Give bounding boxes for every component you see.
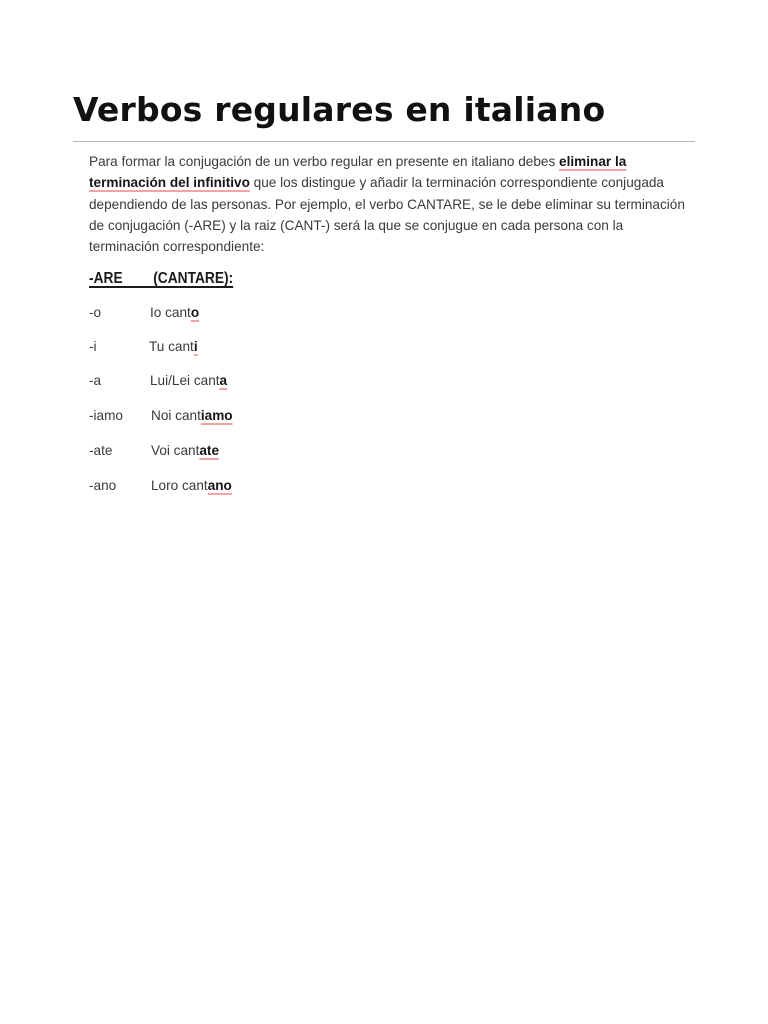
conjugation-ending: ate [199, 443, 220, 458]
conjugation-form [150, 305, 199, 320]
conjugation-suffix: -o [89, 305, 102, 320]
section-heading: -ARE (CANTARE): [89, 270, 234, 287]
conjugation-ending: ano [207, 478, 232, 493]
conjugation-form [151, 408, 233, 423]
conjugation-form [150, 373, 227, 388]
conjugation-stem: Loro cant [151, 478, 208, 493]
conjugation-stem: Noi cant [151, 408, 201, 423]
conjugation-suffix: -iamo [89, 408, 123, 423]
conjugation-ending: i [193, 339, 198, 354]
conjugation-row [89, 443, 220, 463]
conjugation-ending: o [190, 305, 200, 320]
conjugation-row [89, 373, 228, 393]
conjugation-row [89, 305, 200, 325]
conjugation-form [149, 339, 198, 354]
conjugation-stem: Voi cant [151, 443, 200, 458]
conjugation-row [89, 408, 233, 428]
conjugation-suffix: -ate [89, 443, 113, 458]
conjugation-stem: Io cant [150, 305, 191, 320]
conjugation-ending: iamo [200, 408, 233, 423]
conjugation-row [89, 478, 232, 498]
conjugation-ending: a [219, 373, 228, 388]
page-title: Verbos regulares en italiano [73, 90, 606, 129]
intro-text-start: Para formar la conjugación de un verbo regular en presente en italiano debes [89, 154, 560, 169]
conjugation-stem: Lui/Lei cant [150, 373, 220, 388]
conjugation-suffix: -ano [89, 478, 117, 493]
conjugation-form [151, 443, 219, 458]
intro-emphasis: eliminar la terminación del infinitivo [89, 154, 627, 191]
conjugation-form [151, 478, 232, 493]
intro-paragraph [89, 151, 689, 257]
conjugation-suffix: -a [89, 373, 102, 388]
conjugation-row [89, 339, 198, 359]
title-divider [73, 141, 695, 142]
conjugation-suffix: -i [89, 339, 97, 354]
intro-text-end: que los distingue y añadir la terminación correspondiente conjugada dependiendo de las personas. Por ejemplo, el verbo CANTARE, se le debe eliminar su terminación de conjugación (-ARE) y la raiz (CANT-) será la que se conjugue en cada persona con la terminación correspondiente: [89, 175, 685, 255]
conjugation-stem: Tu cant [149, 339, 194, 354]
